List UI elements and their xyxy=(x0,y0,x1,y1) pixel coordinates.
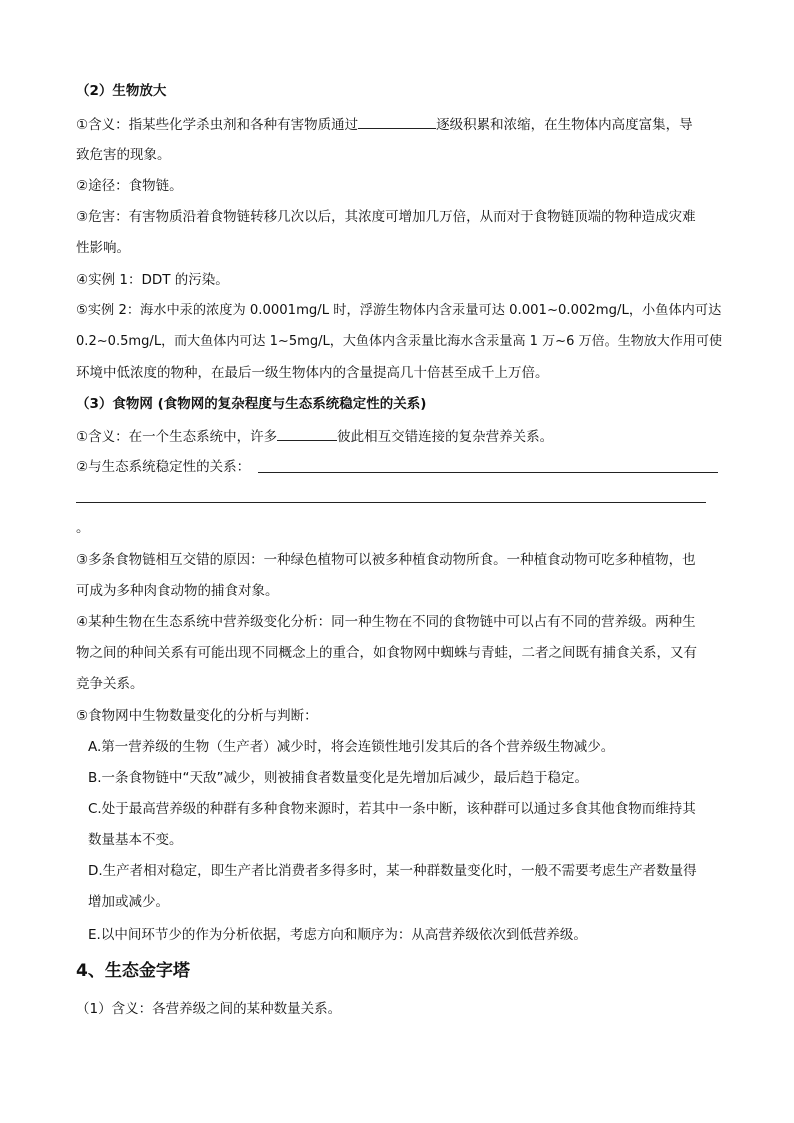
analysis-item-a: A.第一营养级的生物（生产者）减少时，将会连锁性地引发其后的各个营养级生物减少。 xyxy=(88,739,615,755)
sec3-analysis-title: ⑤食物网中生物数量变化的分析与判断： xyxy=(76,708,318,724)
sec2-example-2-line3: 环境中低浓度的物种，在最后一级生物体内的含量提高几十倍甚至成千上万倍。 xyxy=(76,365,549,381)
section-3-title xyxy=(76,394,426,414)
sec4-definition: （1）含义：各营养级之间的某种数量关系。 xyxy=(76,1001,342,1017)
sec3-definition-text-a: ①含义：在一个生态系统中，许多 xyxy=(76,429,278,445)
analysis-item-d-line1: D.生产者相对稳定，即生产者比消费者多得多时，某一种群数量变化时，一般不需要考虑生产者数量得 xyxy=(88,863,697,879)
answer-line-2[interactable] xyxy=(76,502,706,503)
sec2-definition-text-b: 逐级积累和浓缩，在生物体内高度富集，导 xyxy=(436,117,693,133)
sec3-relation-label: ②与生态系统稳定性的关系： xyxy=(76,459,251,475)
sec3-level-line3: 竞争关系。 xyxy=(76,676,144,692)
sec2-definition-text-a: ①含义：指某些化学杀虫剂和各种有害物质通过 xyxy=(76,117,359,133)
sec2-definition-line1 xyxy=(76,114,693,135)
sec2-harm-line1: ③危害：有害物质沿着食物链转移几次以后，其浓度可增加几万倍，从而对于食物链顶端的物种造成灾难 xyxy=(76,209,696,225)
section-4-heading: 4、生态金字塔 xyxy=(76,961,190,981)
sec2-definition-line2: 致危害的现象。 xyxy=(76,147,171,163)
sec2-example-2-line1: ⑤实例 2：海水中汞的浓度为 0.0001mg/L 时，浮游生物体内含汞量可达 0.001~0.002mg/L，小鱼体内可达 xyxy=(76,303,722,318)
sec2-route: ②途径：食物链。 xyxy=(76,178,183,194)
sec3-definition xyxy=(76,426,553,447)
sec2-example-2-line2: 0.2~0.5mg/L，而大鱼体内可达 1~5mg/L，大鱼体内含汞量比海水含汞量高 1 万~6 万倍。生物放大作用可使 xyxy=(76,334,723,349)
fill-blank-1[interactable] xyxy=(358,114,436,129)
analysis-item-c-line1: C.处于最高营养级的种群有多种食物来源时，若其中一条中断，该种群可以通过多食其他食物而维持其 xyxy=(88,801,696,817)
analysis-item-d-line2: 增加或减少。 xyxy=(88,894,169,910)
answer-end-period: 。 xyxy=(76,520,90,536)
sec3-cause-line1: ③多条食物链相互交错的原因：一种绿色植物可以被多种植食动物所食。一种植食动物可吃多种植物，也 xyxy=(76,552,696,568)
sec3-level-line1: ④某种生物在生态系统中营养级变化分析：同一种生物在不同的食物链中可以占有不同的营养级。两种生 xyxy=(76,614,696,630)
section-2-title: （2）生物放大 xyxy=(76,83,167,99)
sec3-definition-text-b: 彼此相互交错连接的复杂营养关系。 xyxy=(337,429,554,445)
answer-line-1[interactable] xyxy=(258,472,718,473)
section-3-title-note: (食物网的复杂程度与生态系统稳定性的关系) xyxy=(152,396,427,412)
sec2-example-1: ④实例 1：DDT 的污染。 xyxy=(76,272,229,288)
analysis-item-b: B.一条食物链中“天敌”减少，则被捕食者数量变化是先增加后减少，最后趋于稳定。 xyxy=(88,770,589,786)
sec2-harm-line2: 性影响。 xyxy=(76,240,130,256)
analysis-item-e: E.以中间环节少的作为分析依据，考虑方向和顺序为：从高营养级依次到低营养级。 xyxy=(88,927,587,943)
section-3-title-bold: （3）食物网 xyxy=(76,396,153,412)
sec3-level-line2: 物之间的种间关系有可能出现不同概念上的重合，如食物网中蜘蛛与青蛙，二者之间既有捕食关系，又有 xyxy=(76,645,697,661)
analysis-item-c-line2: 数量基本不变。 xyxy=(88,832,183,848)
fill-blank-2[interactable] xyxy=(277,426,337,441)
sec3-cause-line2: 可成为多种肉食动物的捕食对象。 xyxy=(76,583,279,599)
